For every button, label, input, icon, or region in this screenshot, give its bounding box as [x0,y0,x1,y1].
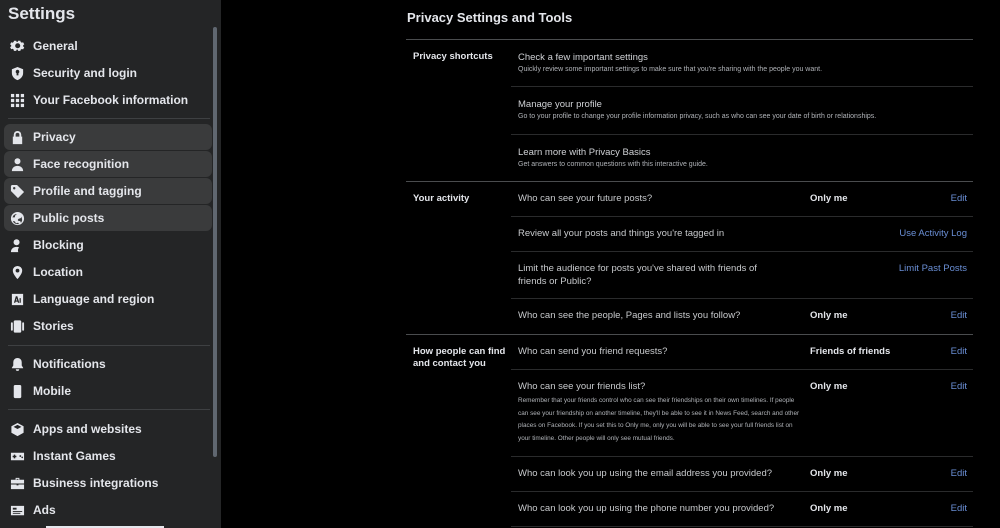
privacy-settings-panel [221,0,1000,528]
setting-value: Only me [810,381,848,392]
setting-value: Friends of friends [810,346,891,357]
sidebar-item-apps-and-websites[interactable] [4,416,212,442]
edit-future-posts-button[interactable]: Edit [950,193,967,204]
lock-icon [9,129,25,145]
sidebar-scrollbar[interactable] [213,27,217,457]
sidebar-item-label: Stories [33,319,74,333]
friends-list-note: Remember that your friends control who can see their friendships on their own timelines. If people can see your friendship on another timeline, they'll be able to see it in News Feed, search and other places on Facebook. If you set this to Only me, only you will be able to see your full friends list on your timeline. Other people will only see mutual friends. [518,397,800,442]
edit-phone-lookup-button[interactable]: Edit [950,503,967,514]
sidebar-item-security[interactable] [4,60,212,86]
section-divider [406,181,973,182]
mobile-icon [9,383,25,399]
shield-icon [9,65,25,81]
tag-icon [9,183,25,199]
sidebar-item-label: Ads [33,503,56,517]
row-divider [511,456,973,457]
language-icon [9,291,25,307]
briefcase-icon [9,475,25,491]
shortcut-description: Go to your profile to change your profile information privacy, such as who can see your date of birth or relationships. [518,113,877,120]
row-divider [511,491,973,492]
sidebar-item-public-posts[interactable] [4,205,212,231]
bell-icon [9,356,25,372]
setting-value: Only me [810,468,848,479]
section-divider [406,39,973,40]
setting-question: Who can see the people, Pages and lists you follow? [518,310,741,321]
sidebar-item-label: Security and login [33,66,138,80]
location-pin-icon [9,264,25,280]
setting-question: Review all your posts and things you're tagged in [518,228,725,239]
sidebar-item-notifications[interactable] [4,351,212,377]
row-divider [511,251,973,252]
row-divider [511,526,973,527]
row-divider [511,86,973,87]
section-title-privacy-shortcuts: Privacy shortcuts [413,51,493,62]
sidebar-item-location[interactable] [4,259,212,285]
sidebar-item-label: Your Facebook information [33,93,189,107]
person-icon [9,156,25,172]
globe-icon [9,210,25,226]
section-title-your-activity: Your activity [413,193,470,204]
sidebar-item-stories[interactable] [4,313,212,339]
sidebar-item-face-recognition[interactable] [4,151,212,177]
setting-value: Only me [810,503,848,514]
block-user-icon [9,237,25,253]
shortcut-description: Get answers to common questions with this interactive guide. [518,161,708,168]
sidebar-item-label: Notifications [33,357,106,371]
limit-past-posts-link[interactable]: Limit Past Posts [898,263,967,274]
ads-icon [9,502,25,518]
setting-question: Who can look you up using the email address you provided? [518,468,773,479]
sidebar-item-label: Profile and tagging [33,184,142,198]
setting-question: Who can see your friends list? [518,381,646,392]
gear-icon [9,38,25,54]
sidebar-item-your-facebook-information[interactable] [4,87,212,113]
section-divider [406,334,973,335]
sidebar-divider [8,345,210,346]
shortcut-title[interactable]: Learn more with Privacy Basics [518,147,651,158]
sidebar-item-privacy[interactable] [4,124,212,150]
sidebar-item-label: General [33,39,78,53]
sidebar-item-label: Blocking [33,238,84,252]
sidebar-title: Settings [8,4,76,23]
sidebar-item-label: Public posts [33,211,105,225]
setting-question: Who can look you up using the phone number you provided? [518,503,775,514]
sidebar-item-label: Language and region [33,292,155,306]
row-divider [511,369,973,370]
setting-value: Only me [810,310,848,321]
row-divider [511,216,973,217]
edit-follow-visibility-button[interactable]: Edit [950,310,967,321]
sidebar-item-label: Location [33,265,83,279]
cube-icon [9,421,25,437]
sidebar-item-label: Instant Games [33,449,116,463]
setting-question: Who can see your future posts? [518,193,653,204]
use-activity-log-link[interactable]: Use Activity Log [899,228,967,239]
section-title-find-and-contact: How people can find and contact you [413,346,506,369]
gamepad-icon [9,448,25,464]
page-title: Privacy Settings and Tools [407,10,573,25]
edit-friend-requests-button[interactable]: Edit [950,346,967,357]
sidebar-item-label: Mobile [33,384,71,398]
sidebar-item-blocking[interactable] [4,232,212,258]
setting-value: Only me [810,193,848,204]
sidebar-divider [8,118,210,119]
sidebar-item-label: Face recognition [33,157,130,171]
sidebar-item-label: Business integrations [33,476,159,490]
sidebar-item-general[interactable] [4,33,212,59]
sidebar-item-profile-and-tagging[interactable] [4,178,212,204]
sidebar-divider [8,409,210,410]
settings-sidebar [0,0,221,528]
stories-icon [9,318,25,334]
sidebar-item-label: Privacy [33,130,76,144]
sidebar-item-mobile[interactable] [4,378,212,404]
shortcut-title[interactable]: Check a few important settings [518,52,648,63]
sidebar-item-ads[interactable] [4,497,212,523]
sidebar-item-language-and-region[interactable] [4,286,212,312]
sidebar-item-instant-games[interactable] [4,443,212,469]
setting-question: Who can send you friend requests? [518,346,668,357]
row-divider [511,134,973,135]
edit-friends-list-button[interactable]: Edit [950,381,967,392]
grid-icon [9,92,25,108]
setting-question: Limit the audience for posts you've shared with friends of friends or Public? [518,263,757,287]
shortcut-description: Quickly review some important settings to make sure that you're sharing with the people you want. [518,66,823,73]
sidebar-item-business-integrations[interactable] [4,470,212,496]
row-divider [511,298,973,299]
edit-email-lookup-button[interactable]: Edit [950,468,967,479]
sidebar-item-label: Apps and websites [33,422,142,436]
shortcut-title[interactable]: Manage your profile [518,99,602,110]
